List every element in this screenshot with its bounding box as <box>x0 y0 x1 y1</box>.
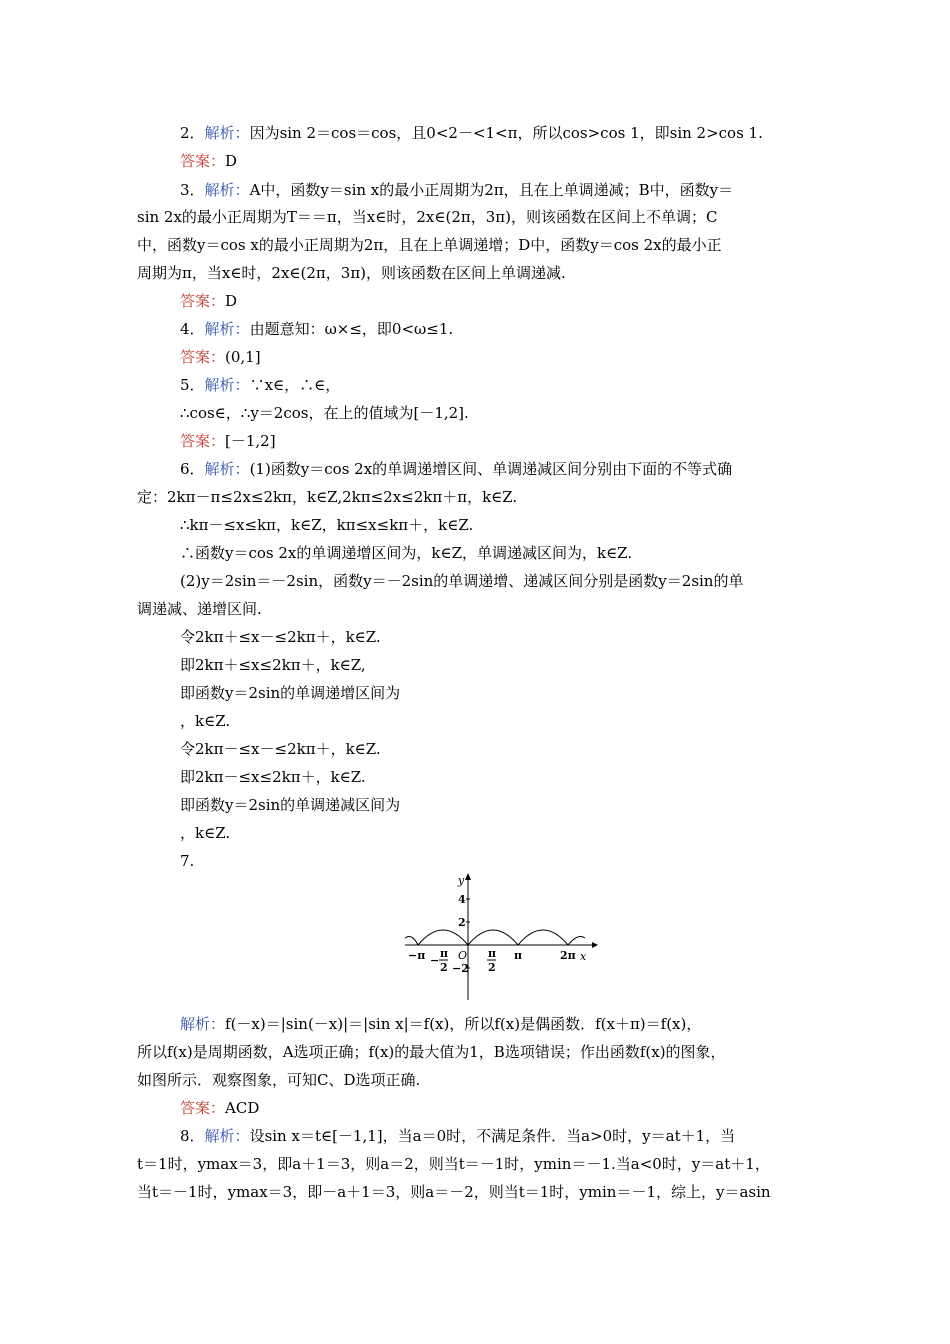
origin-label: O <box>458 949 468 962</box>
text-line <box>180 655 366 675</box>
tick-pi2-num: π <box>488 947 497 960</box>
text-line <box>180 1014 701 1034</box>
text-line <box>180 1098 259 1118</box>
line-text: 定：2kπ－π≤2x≤2kπ，k∈Z,2kπ≤2x≤2kπ＋π，k∈Z. <box>137 488 518 506</box>
analysis-label: 解析： <box>180 1015 226 1033</box>
question-number: 5． <box>180 376 205 394</box>
line-text: 即函数y＝2sin的单调递减区间为 <box>180 796 401 814</box>
text-line <box>180 627 381 647</box>
question-number: 2． <box>180 124 205 142</box>
line-text: t＝1时，ymax＝3，即a＋1＝3，则a＝2，则当t＝－1时，ymin＝－1.当a<0时，y＝at＋1， <box>137 1155 770 1173</box>
text-line <box>180 459 732 479</box>
curve-abs-sin <box>418 930 585 945</box>
line-text: 即2kπ－≤x≤2kπ＋，k∈Z. <box>180 768 366 786</box>
line-text: ，k∈Z. <box>180 824 231 842</box>
text-line <box>137 235 722 255</box>
question-number: 6． <box>180 460 205 478</box>
text-line <box>180 683 400 703</box>
line-text: 周期为π，当x∈时，2x∈(2π，3π)，则该函数在区间上单调递减. <box>137 264 566 282</box>
tick-neg-pi2-sign: − <box>430 954 440 967</box>
line-text: 调递减、递增区间. <box>137 600 262 618</box>
text-line <box>180 767 366 787</box>
line-text: (0,1] <box>225 348 261 366</box>
line-text: D <box>225 292 238 310</box>
analysis-label: 解析： <box>204 320 250 338</box>
question-number: 8． <box>180 1127 205 1145</box>
text-line <box>180 571 743 591</box>
line-text: 如图所示．观察图象，可知C、D选项正确. <box>137 1071 421 1089</box>
text-line <box>137 1182 771 1202</box>
text-line <box>180 291 237 311</box>
tick-2pi: 2π <box>560 949 576 962</box>
answer-label: 答案： <box>180 292 226 310</box>
question-number: 3． <box>180 181 205 199</box>
line-text: [－1,2] <box>225 432 276 450</box>
text-line <box>180 123 763 143</box>
text-line <box>180 543 632 563</box>
curve-left-tail <box>405 937 418 945</box>
line-text: 当t＝－1时，ymax＝3，即－a＋1＝3，则a＝－2，则当t＝1时，ymin＝－1，综上，y＝asin <box>137 1183 771 1201</box>
text-line <box>137 487 517 507</box>
line-text: sin 2x的最小正周期为T＝＝π，当x∈时，2x∈(2π，3π)，则该函数在区间上不单调；C <box>137 208 718 226</box>
analysis-label: 解析： <box>204 181 250 199</box>
line-text: 即函数y＝2sin的单调递增区间为 <box>180 684 401 702</box>
text-line <box>180 739 381 759</box>
text-line <box>180 851 194 871</box>
line-text: f(－x)＝|sin(－x)|＝|sin x|＝f(x)，所以f(x)是偶函数．f(x＋π)＝f(x)， <box>225 1015 702 1033</box>
function-graph <box>400 870 600 1005</box>
x-axis-arrow <box>592 942 598 948</box>
x-axis-label: x <box>580 950 587 963</box>
line-text: 即2kπ＋≤x≤2kπ＋，k∈Z, <box>180 656 366 674</box>
line-text: ∴kπ－≤x≤kπ，k∈Z，kπ≤x≤kπ＋，k∈Z. <box>180 516 474 534</box>
line-text: D <box>225 152 238 170</box>
text-line <box>180 1126 735 1146</box>
text-line <box>137 207 717 227</box>
question-number: 4． <box>180 320 205 338</box>
text-line <box>137 263 566 283</box>
answer-label: 答案： <box>180 348 226 366</box>
line-text: 令2kπ＋≤x－≤2kπ＋，k∈Z. <box>180 628 381 646</box>
line-text: ∵x∈，∴∈， <box>249 376 341 394</box>
text-line <box>180 711 230 731</box>
line-text: 设sin x＝t∈[－1,1]，当a＝0时，不满足条件．当a>0时，y＝at＋1，当 <box>249 1127 736 1145</box>
text-line <box>180 319 453 339</box>
tick-neg-pi2-den: 2 <box>440 961 448 974</box>
line-text: 7. <box>180 852 195 870</box>
line-text: A中，函数y＝sin x的最小正周期为2π，且在上单调递减；B中，函数y＝ <box>249 181 734 199</box>
y-axis-label: y <box>458 874 465 887</box>
text-line <box>137 599 262 619</box>
analysis-label: 解析： <box>204 1127 250 1145</box>
text-line <box>137 1154 770 1174</box>
analysis-label: 解析： <box>204 376 250 394</box>
line-text: 令2kπ－≤x－≤2kπ＋，k∈Z. <box>180 740 381 758</box>
line-text: 由题意知：ω×≤，即0<ω≤1. <box>249 320 454 338</box>
answer-label: 答案： <box>180 1099 226 1117</box>
line-text: 中，函数y＝cos x的最小正周期为2π，且在上单调递增；D中，函数y＝cos 2x的最小正 <box>137 236 722 254</box>
analysis-label: 解析： <box>204 124 250 142</box>
tick-neg-pi: −π <box>408 949 426 962</box>
tick-y2: 2 <box>458 916 466 929</box>
tick-neg-pi2-num: π <box>440 947 449 960</box>
text-line <box>180 823 230 843</box>
line-text: (1)函数y＝cos 2x的单调递增区间、单调递减区间分别由下面的不等式确 <box>249 460 733 478</box>
answer-label: 答案： <box>180 152 226 170</box>
line-text: ACD <box>225 1099 260 1117</box>
tick-y4: 4 <box>458 893 466 906</box>
tick-yneg2: −2 <box>452 962 469 975</box>
y-axis-arrow <box>465 873 471 880</box>
line-text: ∴函数y＝cos 2x的单调递增区间为，k∈Z，单调递减区间为，k∈Z. <box>180 544 633 562</box>
line-text: ∴cos∈，∴y＝2cos，在上的值域为[－1,2]. <box>180 404 469 422</box>
text-line <box>180 795 400 815</box>
answer-label: 答案： <box>180 432 226 450</box>
text-line <box>137 1042 726 1062</box>
text-line <box>180 431 276 451</box>
analysis-label: 解析： <box>204 460 250 478</box>
text-line <box>180 375 340 395</box>
text-line <box>180 180 733 200</box>
line-text: 因为sin 2＝cos＝cos，且0<2－<1<π，所以cos>cos 1，即sin 2>cos 1. <box>249 124 763 142</box>
line-text: (2)y＝2sin＝－2sin，函数y＝－2sin的单调递增、递减区间分别是函数y＝2sin的单 <box>180 572 744 590</box>
text-line <box>137 1070 420 1090</box>
text-line <box>180 347 261 367</box>
text-line <box>180 515 473 535</box>
tick-pi: π <box>514 949 523 962</box>
line-text: 所以f(x)是周期函数，A选项正确；f(x)的最大值为1，B选项错误；作出函数f(x)的图象， <box>137 1043 726 1061</box>
line-text: ，k∈Z. <box>180 712 231 730</box>
text-line <box>180 151 237 171</box>
tick-pi2-den: 2 <box>488 961 496 974</box>
text-line <box>180 403 469 423</box>
